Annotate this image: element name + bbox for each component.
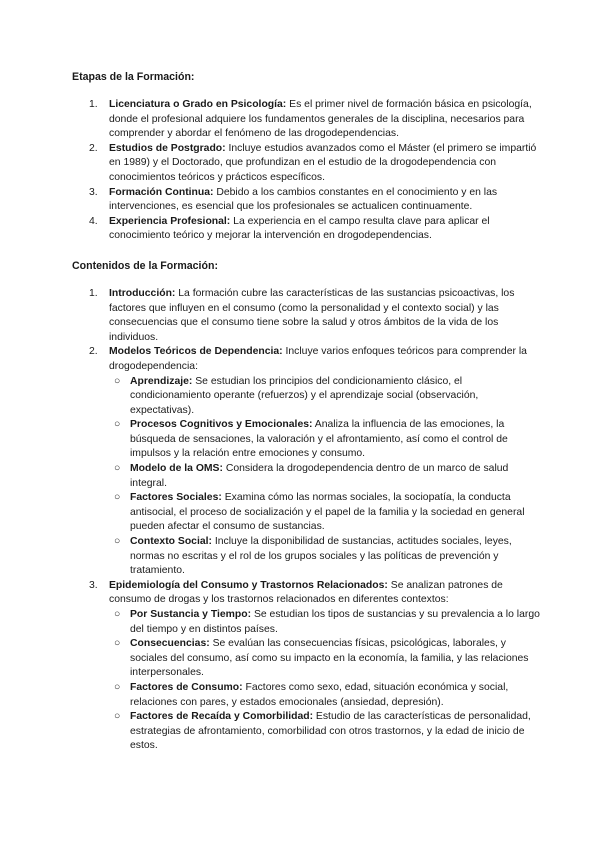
circle-bullet-icon: ○ <box>114 711 121 723</box>
sub-item-term: Aprendizaje: <box>130 375 193 387</box>
sub-item-text: Considera la drogodependencia dentro de un marco de salud integral. <box>130 463 509 489</box>
contenidos-list <box>72 287 540 754</box>
sub-item-term: Contexto Social: <box>130 536 212 548</box>
sub-item-term: Factores Sociales: <box>130 492 222 504</box>
list-item: 1. Introducción: La formación cubre las características de las sustancias psicoactivas, los factores que influyen en el consumo (como la personalidad y el contexto social) y las consecuencias que el consumo tiene sobre la salud y otros ámbitos de la vida de los individuos. <box>89 287 515 343</box>
sub-item-text: Incluye la disponibilidad de sustancias, actitudes sociales, leyes, normas no escritas y el rol de los grupos sociales y las políticas de prevención y tratamiento. <box>130 536 512 577</box>
sub-item-term: Factores de Consumo: <box>130 681 243 693</box>
section-heading-etapas: Etapas de la Formación: <box>72 71 195 83</box>
item-text: La experiencia en el campo resulta clave para aplicar el conocimiento teórico y mejorar la intervención en drogodependencias. <box>109 215 490 242</box>
etapas-list <box>72 98 540 244</box>
sub-list-item <box>109 535 540 579</box>
list-item: 2. Estudios de Postgrado: Incluye estudios avanzados como el Máster (el primero se impartió en 1989) y el Doctorado, que profundizan en el estudio de la drogodependencia con conocimientos teóricos y prácticos específicos. <box>89 142 537 183</box>
item-term: Epidemiología del Consumo y Trastornos Relacionados: <box>109 579 388 591</box>
list-item: 4. Experiencia Profesional: La experiencia en el campo resulta clave para aplicar el conocimiento teórico y mejorar la intervención en drogodependencias. <box>89 215 490 242</box>
sub-item-text: Se evalúan las consecuencias físicas, psicológicas, laborales, y sociales del consumo, así como su impacto en la economía, la familia, y las relaciones interpersonales. <box>130 638 529 679</box>
item-term: Experiencia Profesional: <box>109 215 231 227</box>
item-text: Incluye varios enfoques teóricos para comprender la drogodependencia: <box>109 346 527 372</box>
item-term: Modelos Teóricos de Dependencia: <box>109 346 283 358</box>
item-text: Incluye estudios avanzados como el Máster (el primero se impartió en 1989) y el Doctorado, que profundizan en el estudio de la drogodependencia con conocimientos teóricos y prácticos específicos. <box>109 142 537 183</box>
circle-bullet-icon: ○ <box>114 463 121 475</box>
list-item: 3. Formación Continua: Debido a los cambios constantes en el conocimiento y en las intervenciones, es esencial que los profesionales se actualicen continuamente. <box>89 186 498 213</box>
item-text: La formación cubre las características de las sustancias psicoactivas, los factores que influyen en el consumo (como la personalidad y el contexto social) y las consecuencias que el consumo tiene sobre la salud y otros ámbitos de la vida de los individuos. <box>109 287 515 343</box>
circle-bullet-icon: ○ <box>114 492 121 504</box>
sub-list-item <box>109 375 540 419</box>
sub-list-item <box>109 681 540 710</box>
sub-item-text: Estudio de las características de personalidad, estrategias de afrontamiento, comorbilidad con otros trastornos, y la edad de inicio de estos. <box>130 711 531 752</box>
sub-item-term: Factores de Recaída y Comorbilidad: <box>130 711 314 723</box>
sub-item-text: Se estudian los principios del condicionamiento clásico, el condicionamiento operante (refuerzos) y el aprendizaje social (observación, expectativas). <box>130 375 479 416</box>
list-item: 2. Modelos Teóricos de Dependencia: Incluye varios enfoques teóricos para comprender la drogodependencia: ○ Aprendizaje: Se estudian los principios del condicionamiento clásico, el condicionamiento operante (refuerzos) y el aprendizaje social (observación, expectativas). ○ Procesos Cognitivos y Emocionales: Analiza la influencia de las emociones, la búsqueda de sensaciones, la valoración y el afrontamiento, así como el control de impulsos y la relación entre emociones y consumo. ○ Modelo de la OMS: Considera la drogodependencia dentro de un marco de salud integral. ○ Factores Sociales: Examina cómo las normas sociales, la sociopatía, la conducta antisocial, el proceso de socialización y el papel de la familia y la sociedad en general pueden afectar el consumo de sustancias. ○ Contexto Social: Incluye la disponibilidad de sustancias, actitudes sociales, leyes, normas no escritas y el rol de los grupos sociales y las políticas de prevención y tratamiento. <box>72 345 540 579</box>
epidemiologia-sublist <box>109 608 540 754</box>
circle-bullet-icon: ○ <box>114 375 121 387</box>
item-text: Es el primer nivel de formación básica en psicología, donde el profesional adquiere los fundamentos generales de la disciplina, necesarios para comprender y abordar el fenómeno de las drogodependencias. <box>109 99 532 140</box>
sub-item-text: Examina cómo las normas sociales, la sociopatía, la conducta antisocial, el proceso de socialización y el papel de la familia y la sociedad en general pueden afectar el consumo de sustancias. <box>130 492 525 533</box>
circle-bullet-icon: ○ <box>114 419 121 431</box>
circle-bullet-icon: ○ <box>114 609 121 620</box>
sub-list-item <box>109 462 540 491</box>
sub-item-text: Factores como sexo, edad, situación económica y social, relaciones con pares, y estados emocionales (ansiedad, depresión). <box>130 681 509 708</box>
list-item: 1. Licenciatura o Grado en Psicología: Es el primer nivel de formación básica en psicología, donde el profesional adquiere los fundamentos generales de la disciplina, necesarios para comprender y abordar el fenómeno de las drogodependencias. <box>89 99 532 140</box>
sub-list-item <box>109 418 540 462</box>
item-term: Introducción: <box>109 287 176 299</box>
item-term: Formación Continua: <box>109 186 214 198</box>
item-text: Se analizan patrones de consumo de drogas y los trastornos relacionados en diferentes contextos: <box>109 579 503 606</box>
sub-item-text: Analiza la influencia de las emociones, la búsqueda de sensaciones, la valoración y el afrontamiento, así como el control de impulsos y la relación entre emociones y consumo. <box>130 419 508 460</box>
sub-item-term: Procesos Cognitivos y Emocionales: <box>130 419 313 431</box>
section-heading-contenidos: Contenidos de la Formación: <box>72 259 218 272</box>
modelos-sublist <box>109 375 540 579</box>
circle-bullet-icon: ○ <box>114 681 121 693</box>
sub-list-item <box>109 710 540 754</box>
sub-item-term: Por Sustancia y Tiempo: <box>130 609 252 620</box>
sub-list-item <box>109 608 540 637</box>
sub-list-item <box>109 491 540 535</box>
sub-item-term: Modelo de la OMS: <box>130 463 223 475</box>
list-item: 3. Epidemiología del Consumo y Trastornos Relacionados: Se analizan patrones de consumo de drogas y los trastornos relacionados en diferentes contextos: ○ Por Sustancia y Tiempo: Se estudian los tipos de sustancias y su prevalencia a lo largo del tiempo y en distintos países. ○ Consecuencias: Se evalúan las consecuencias físicas, psicológicas, laborales, y sociales del consumo, así como su impacto en la economía, la familia, y las relaciones interpersonales. ○ Factores de Consumo: Factores como sexo, edad, situación económica y social, relaciones con pares, y estados emocionales (ansiedad, depresión). ○ Factores de Recaída y Comorbilidad: Estudio de las características de personalidad, estrategias de afrontamiento, comorbilidad con otros trastornos, y la edad de inicio de estos. <box>72 579 540 754</box>
circle-bullet-icon: ○ <box>114 638 121 650</box>
sub-item-term: Consecuencias: <box>130 638 210 650</box>
sub-list-item <box>109 637 540 681</box>
sub-item-text: Se estudian los tipos de sustancias y su prevalencia a lo largo del tiempo y en distintos países. <box>130 609 540 635</box>
item-text: Debido a los cambios constantes en el conocimiento y en las intervenciones, es esencial que los profesionales se actualicen continuamente. <box>109 186 498 213</box>
item-term: Licenciatura o Grado en Psicología: <box>109 99 287 110</box>
circle-bullet-icon: ○ <box>114 536 121 548</box>
item-term: Estudios de Postgrado: <box>109 142 226 154</box>
